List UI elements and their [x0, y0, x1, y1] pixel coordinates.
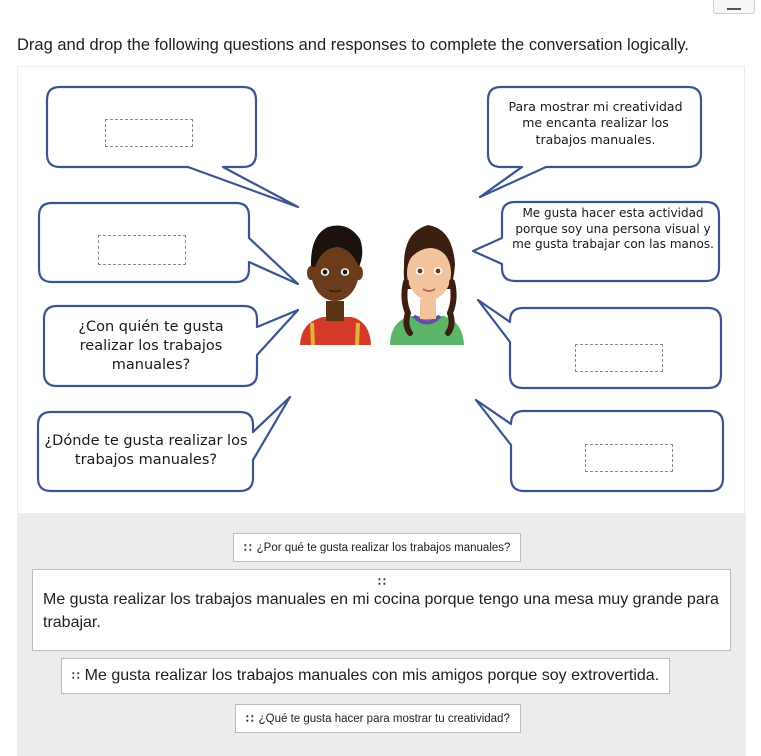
bubble-text-left-4: ¿Dónde te gusta realizar los trabajos manuales? [44, 433, 248, 468]
speech-bubble-left-1 [47, 87, 298, 207]
drop-slot-right-4[interactable] [585, 444, 673, 472]
drop-slot-left-2[interactable] [98, 235, 186, 265]
draggable-answer-1-label: ¿Por qué te gusta realizar los trabajos manuales? [256, 541, 511, 554]
drag-handle-icon: ∷ [246, 711, 253, 726]
drag-handle-icon: ∷ [72, 669, 79, 683]
draggable-answer-4-label: ¿Qué te gusta hacer para mostrar tu creatividad? [258, 712, 510, 725]
draggable-answer-2[interactable] [32, 569, 731, 651]
conversation-board [17, 66, 745, 514]
drag-handle-icon: ∷ [378, 575, 385, 589]
draggable-answer-4[interactable] [235, 704, 521, 733]
drop-slot-left-1[interactable] [105, 119, 193, 147]
instructions-text: Drag and drop the following questions and responses to complete the conversation logically. [17, 36, 690, 54]
draggable-answer-3[interactable] [61, 658, 670, 694]
bubble-text-right-1: Para mostrar mi creatividad me encanta realizar los trabajos manuales. [508, 99, 683, 147]
character-girl [390, 225, 464, 345]
bubble-text-right-2: Me gusta hacer esta actividad porque soy una persona visual y me gusta trabajar con las manos. [512, 206, 714, 252]
drop-slot-right-3[interactable] [575, 344, 663, 372]
menu-button[interactable] [713, 0, 755, 14]
bubble-text-left-3: ¿Con quién te gusta realizar los trabajos manuales? [78, 319, 224, 373]
draggable-answer-1[interactable] [233, 533, 521, 562]
draggable-answer-2-label: Me gusta realizar los trabajos manuales en mi cocina porque tengo una mesa muy grande para trabajar. [43, 591, 719, 632]
drag-handle-icon: ∷ [244, 540, 251, 555]
menu-lines-icon [727, 8, 741, 10]
answer-tray [17, 514, 746, 756]
draggable-answer-3-label: Me gusta realizar los trabajos manuales con mis amigos porque soy extrovertida. [84, 667, 660, 684]
character-boy [300, 226, 371, 346]
